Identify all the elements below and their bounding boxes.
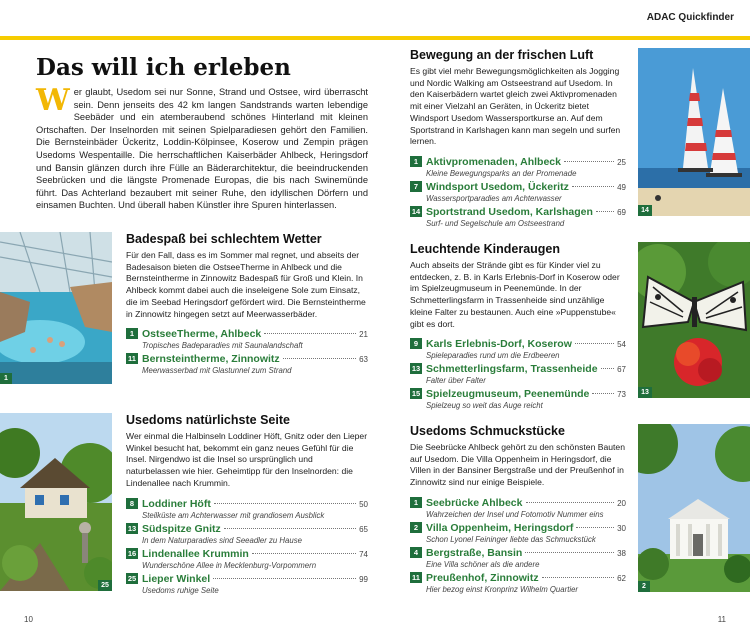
poi-subtitle: Wahrzeichen der Insel und Fotomotiv Nummer eins	[426, 509, 604, 519]
poi-number: 14	[411, 206, 421, 216]
poi-page: 99	[359, 574, 368, 584]
poi-name: Aktivpromenaden, Ahlbeck	[426, 155, 561, 168]
poi-subtitle: Spielzeug so weit das Auge reicht	[426, 401, 543, 411]
page-title: Das will ich erleben	[36, 54, 291, 81]
photo-villa	[638, 424, 750, 592]
leader-dots	[542, 577, 615, 578]
poi-name: OstseeTherme, Ahlbeck	[142, 328, 262, 341]
poi-subtitle: In dem Naturparadies sind Seeadler zu Hause	[142, 535, 302, 545]
poi-page: 30	[617, 523, 626, 533]
photo-badge: 1	[0, 373, 12, 384]
poi-name: Bergstraße, Bansin	[426, 546, 523, 559]
poi-name: Villa Oppenheim, Heringsdorf	[426, 521, 574, 534]
poi-subtitle: Hier bezog einst Kronprinz Wilhelm Quartier	[426, 584, 579, 594]
list-item[interactable]	[126, 353, 368, 376]
list-item[interactable]	[126, 548, 368, 571]
poi-name: Loddiner Höft	[142, 497, 211, 510]
leader-dots	[214, 503, 356, 504]
poi-page: 20	[617, 498, 626, 508]
photo-sportstrand	[638, 48, 750, 216]
poi-number: 7	[410, 181, 422, 192]
list-item[interactable]	[126, 573, 368, 596]
photo-schmetterling	[638, 242, 750, 398]
leader-dots	[572, 186, 614, 187]
list-item[interactable]	[126, 498, 368, 521]
poi-number: 9	[410, 338, 422, 349]
section-natuerlich	[126, 413, 368, 598]
poi-name: Preußenhof, Zinnowitz	[426, 571, 539, 584]
poi-list	[410, 338, 626, 411]
poi-number: 11	[126, 353, 138, 364]
poi-page: 54	[617, 340, 626, 350]
list-item[interactable]	[410, 522, 626, 545]
poi-list	[126, 328, 368, 376]
leader-dots	[576, 527, 614, 528]
poi-name: Windsport Usedom, Ückeritz	[426, 180, 569, 193]
photo-badge: 2	[638, 581, 650, 592]
photo-badge: 13	[638, 387, 652, 398]
leader-dots	[213, 578, 356, 579]
poi-page: 69	[617, 207, 626, 217]
poi-list	[410, 156, 626, 229]
section-kinder	[410, 242, 626, 413]
leader-dots	[592, 393, 614, 394]
poi-number: 15	[411, 389, 421, 399]
section-title: Bewegung an der frischen Luft	[410, 48, 594, 62]
section-text: Auch abseits der Strände gibt es für Kinder viel zu entdecken, z. B. in Karls Erlebnis-Dorf in Koserow oder im Spielzeugmuseum in Peenemünde. In der Schmetterlingsfarm in Trassenheide sind unzählige kleine Falter zu bestaunen. Auch eine »Puppenstube« gibt es dort.	[410, 260, 620, 329]
poi-page: 25	[617, 157, 626, 167]
poi-page: 38	[617, 548, 626, 558]
section-text: Wer einmal die Halbinseln Loddiner Höft, Gnitz oder den Lieper Winkel besucht hat, bekommt ein ganz neues Gefühl für die Insel. Nirgendwo ist die Insel so ursprünglich und naturbelassen wie hier. Geheimtipp für den Inselnorden: die Lindenallee nach Krummin.	[126, 431, 368, 488]
list-item[interactable]	[410, 497, 626, 520]
section-title: Leuchtende Kinderaugen	[410, 242, 561, 256]
leader-dots	[283, 358, 356, 359]
section-title: Usedoms natürlichste Seite	[126, 413, 290, 427]
photo-lieper-winkel	[0, 413, 112, 591]
leader-dots	[596, 211, 614, 212]
poi-number: 11	[410, 572, 422, 583]
leader-dots	[564, 161, 614, 162]
poi-subtitle: Falter über Falter	[426, 376, 486, 386]
list-item[interactable]	[126, 328, 368, 351]
drop-cap: W	[36, 83, 70, 118]
poi-subtitle: Wassersportparadies am Achterwasser	[426, 193, 562, 203]
poi-number: 2	[410, 522, 422, 533]
photo-badge: 14	[638, 205, 652, 216]
poi-page: 50	[359, 499, 368, 509]
leader-dots	[526, 502, 615, 503]
leader-dots	[264, 333, 356, 334]
list-item[interactable]	[410, 363, 626, 386]
section-title: Badespaß bei schlechtem Wetter	[126, 232, 322, 246]
list-item[interactable]	[126, 523, 368, 546]
poi-subtitle: Eine Villa schöner als die andere	[426, 559, 540, 569]
page-number-right: 11	[717, 615, 726, 624]
poi-number: 1	[126, 328, 138, 339]
poi-subtitle: Tropisches Badeparadies mit Saunalandschaft	[142, 341, 303, 351]
poi-number: 4	[410, 547, 422, 558]
section-text: Es gibt viel mehr Bewegungsmöglichkeiten als Jogging und Nordic Walking am Ostseestrand auf Usedom. In den Kaiserbädern wartet gleich zwei Aktivpromenaden mit einer Vielzahl an Geräten, in Ückeritz bietet Windsport Usedom Wassersportkurse an. Auf dem Sportstrand in Karlshagen kann man segeln und surfen lernen.	[410, 66, 621, 147]
poi-page: 73	[617, 390, 626, 400]
poi-subtitle: Surf- und Segelschule am Ostseestrand	[426, 218, 565, 228]
poi-name: Südspitze Gnitz	[142, 522, 221, 535]
poi-page: 74	[359, 549, 368, 559]
poi-subtitle: Kleine Bewegungsparks an der Promenade	[426, 168, 577, 178]
leader-dots	[224, 528, 356, 529]
poi-page: 62	[617, 573, 626, 583]
poi-list	[126, 498, 368, 596]
poi-name: Seebrücke Ahlbeck	[426, 496, 523, 509]
header-label: ADAC Quickfinder	[646, 12, 734, 23]
intro-paragraph	[36, 83, 368, 212]
list-item[interactable]	[410, 206, 626, 229]
leader-dots	[525, 552, 614, 553]
poi-page: 63	[359, 355, 368, 365]
header-rule	[0, 36, 750, 40]
poi-page: 21	[359, 330, 368, 340]
list-item[interactable]	[410, 547, 626, 570]
poi-subtitle: Schon Lyonel Feininger liebte das Schmuckstück	[426, 534, 596, 544]
poi-number: 13	[127, 523, 137, 533]
poi-page: 67	[617, 365, 626, 375]
poi-name: Bernsteintherme, Zinnowitz	[142, 353, 280, 366]
poi-number: 16	[127, 548, 137, 558]
list-item[interactable]	[410, 181, 626, 204]
section-schmuck	[410, 424, 626, 597]
section-bewegung	[410, 48, 626, 231]
leader-dots	[575, 343, 614, 344]
photo-therme	[0, 232, 112, 384]
poi-list	[410, 497, 626, 595]
poi-page: 49	[617, 182, 626, 192]
poi-name: Spielzeugmuseum, Peenemünde	[426, 388, 590, 401]
poi-name: Karls Erlebnis-Dorf, Koserow	[426, 338, 572, 351]
poi-subtitle: Spieleparadies rund um die Erdbeeren	[426, 351, 560, 361]
poi-name: Lindenallee Krummin	[142, 547, 249, 560]
poi-page: 65	[359, 524, 368, 534]
list-item[interactable]	[410, 572, 626, 595]
leader-dots	[601, 368, 615, 369]
poi-number: 1	[410, 156, 422, 167]
poi-subtitle: Usedoms ruhige Seite	[142, 585, 219, 595]
section-title: Usedoms Schmuckstücke	[410, 424, 565, 438]
leader-dots	[252, 553, 356, 554]
page-number-left: 10	[24, 615, 33, 624]
poi-number: 25	[127, 573, 137, 583]
poi-name: Sportstrand Usedom, Karlshagen	[426, 205, 593, 218]
poi-name: Lieper Winkel	[142, 572, 211, 585]
poi-subtitle: Steilküste am Achterwasser mit grandiosem Ausblick	[142, 510, 325, 520]
section-text: Für den Fall, dass es im Sommer mal regnet, und abseits der Badesaison bieten die OstseeTherme in Ahlbeck und die Bernsteintherme in Zinnowitz Badespaß für Groß und Klein. In Ahlbeck kommt dabei auch die inseleigene Sole zum Einsatz, die im Seebad Heringsdorf gefördert wird. Die Bernsteintherme in Zinnowitz hingegen setzt auf Meerwasserbäder.	[126, 250, 366, 319]
poi-number: 1	[410, 497, 422, 508]
poi-number: 8	[126, 498, 138, 509]
poi-subtitle: Wunderschöne Allee in Mecklenburg-Vorpommern	[142, 560, 317, 570]
intro-text: er glaubt, Usedom sei nur Sonne, Strand und Ostsee, wird überrascht sein. Denn jenseits des 42 km langen Sandstrands warten lebendige Seebäder und ein atemberaubend schönes Hinterland mit kleinen Ortschaften. Der Inselnorden mit seinen Spielparadiesen gehört den Familien. Die Bernsteinbäder Ückeritz, Loddin-Kölpinsee, Koserow und Zempin prägen Usedoms Wespentaille. Die herrschaftlichen Kaiserbäder Ahlbeck, Heringsdorf und Bansin glänzen durch ihre Fülle an Bäderarchitektur, die beeindruckenden Seebrücken und die längste Promenade Europas, die bis nach Swinemünde führt. Das Achterland bezaubert mit seiner Ruhe, den idyllischen Dörfern und einsamen Buchten. Und überall haben Künstler ihre Spuren hinterlassen.	[36, 87, 368, 211]
photo-badge: 25	[98, 580, 112, 591]
poi-name: Schmetterlingsfarm, Trassenheide	[426, 363, 598, 376]
poi-subtitle: Meerwasserbad mit Glastunnel zum Strand	[142, 366, 292, 376]
list-item[interactable]	[410, 388, 626, 411]
section-text: Die Seebrücke Ahlbeck gehört zu den schönsten Bauten auf Usedom. Die Villa Oppenheim in Heringsdorf, die Villen in der Bansiner Bergstraße und der Preußenhof in Zinnowitz sind nur einige Beispiele.	[410, 442, 625, 488]
section-badespass	[126, 232, 368, 378]
list-item[interactable]	[410, 338, 626, 361]
list-item[interactable]	[410, 156, 626, 179]
poi-number: 13	[411, 364, 421, 374]
